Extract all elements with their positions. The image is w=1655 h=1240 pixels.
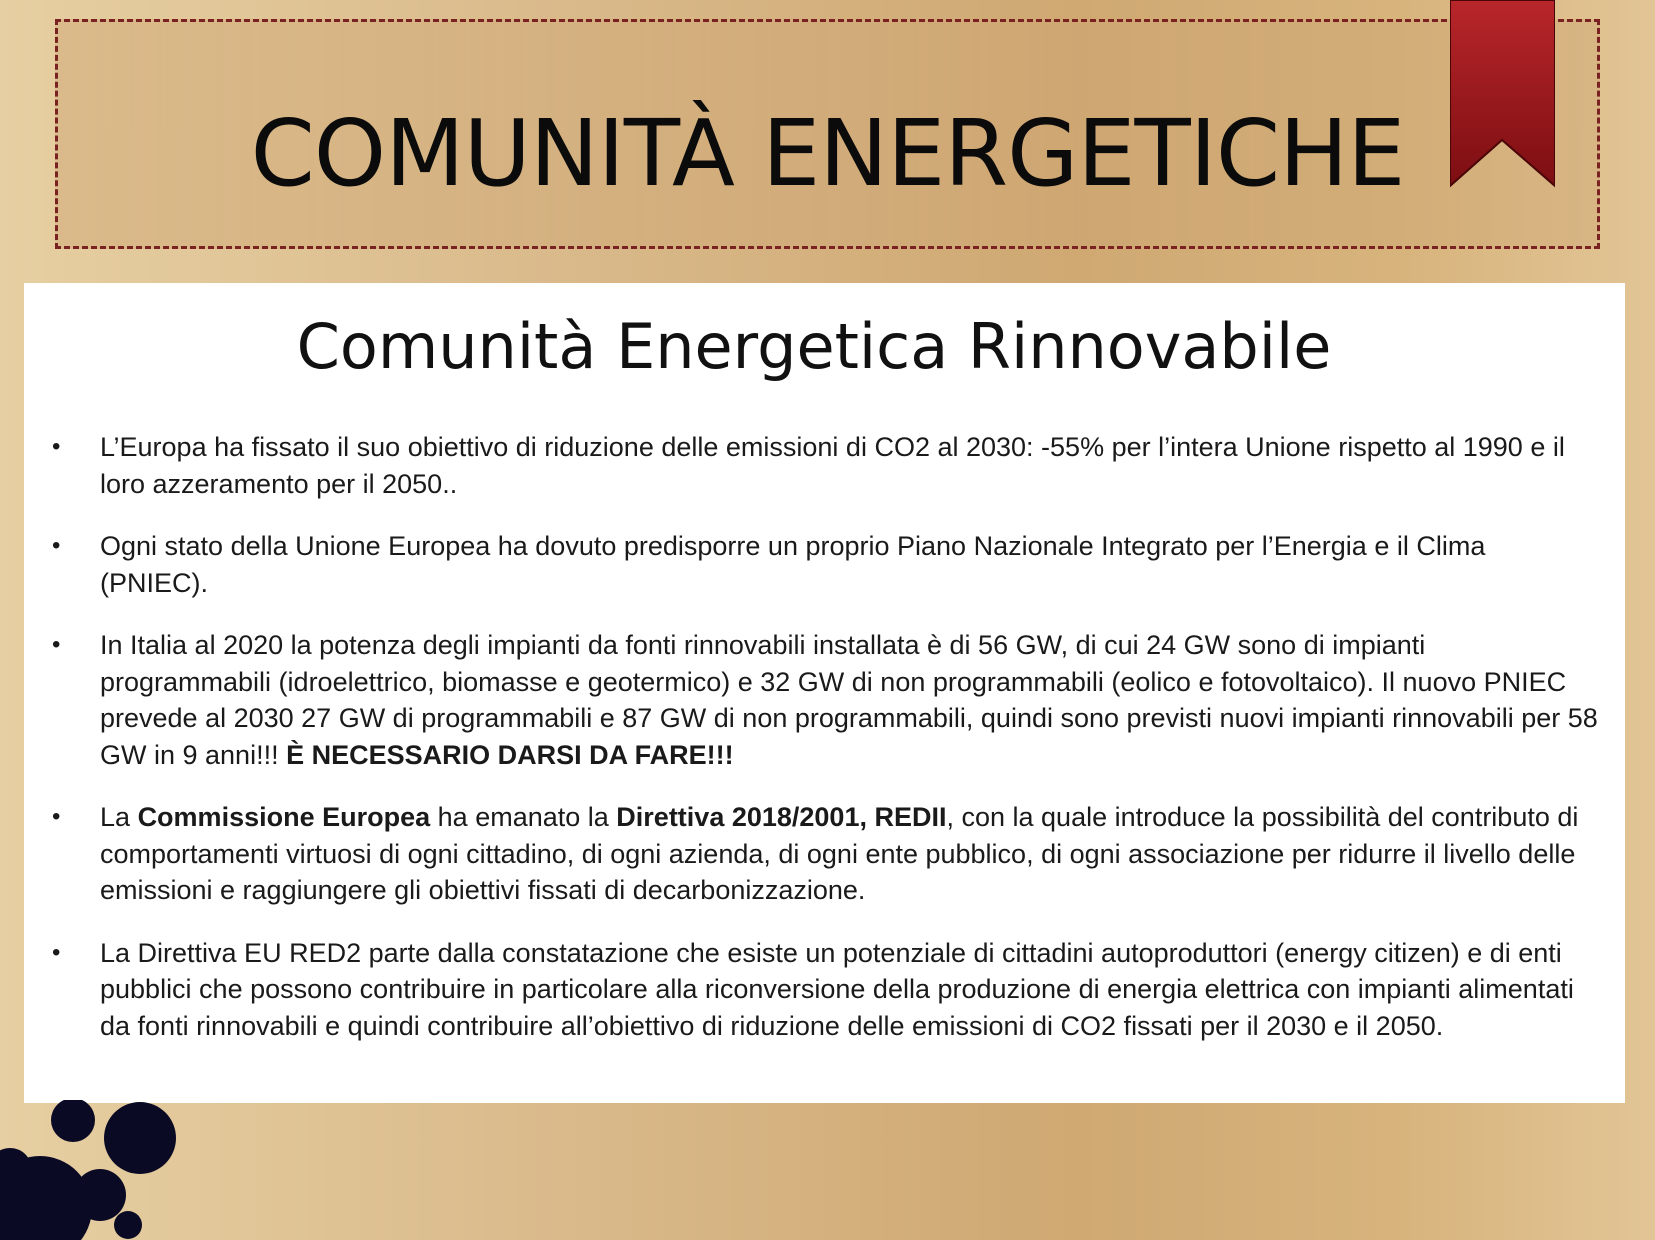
slide-title: COMUNITÀ ENERGETICHE bbox=[250, 100, 1405, 207]
emphasis-text: È NECESSARIO DARSI DA FARE!!! bbox=[286, 739, 734, 770]
bullet-item: • La Commissione Europea ha emanato la Direttiva 2018/2001, REDII, con la quale introduce la possibilità del contributo di comportamenti virtuosi di ogni cittadino, di ogni azienda, di ogni ente pubblico, di ogni associazione per ridurre il livello delle emissioni e raggiungere gli obiettivi fissati di decarbonizzazione. bbox=[100, 799, 1600, 909]
content-title: Comunità Energetica Rinnovabile bbox=[296, 310, 1332, 383]
bullet-item: • Ogni stato della Unione Europea ha dovuto predisporre un proprio Piano Nazionale Integrato per l’Energia e il Clima (PNIEC). bbox=[100, 528, 1600, 601]
title-frame bbox=[55, 19, 1600, 249]
bullet-item: • La Direttiva EU RED2 parte dalla constatazione che esiste un potenziale di cittadini autoproduttori (energy citizen) e di enti pubblici che possono contribuire in particolare alla riconversione della produzione di energia elettrica con impianti alimentati da fonti rinnovabili e quindi contribuire all’obiettivo di riduzione delle emissioni di CO2 fissati per il 2030 e il 2050. bbox=[100, 935, 1600, 1045]
bookmark-ribbon-icon bbox=[1450, 0, 1555, 190]
bullet-item: • L’Europa ha fissato il suo obiettivo di riduzione delle emissioni di CO2 al 2030: -55% per l’intera Unione rispetto al 1990 e il loro azzeramento per il 2050.. bbox=[100, 429, 1600, 502]
bullet-list bbox=[100, 429, 1600, 1070]
decorative-ink-blot-icon bbox=[0, 1100, 190, 1240]
bullet-item: • In Italia al 2020 la potenza degli impianti da fonti rinnovabili installata è di 56 GW, di cui 24 GW sono di impianti programmabili (idroelettrico, biomasse e geotermico) e 32 GW di non programmabili (eolico e fotovoltaico). Il nuovo PNIEC prevede al 2030 27 GW di programmabili e 87 GW di non programmabili, quindi sono previsti nuovi impianti rinnovabili per 58 GW in 9 anni!!! È NECESSARIO DARSI DA FARE!!! bbox=[100, 627, 1600, 773]
content-panel bbox=[24, 283, 1625, 1103]
